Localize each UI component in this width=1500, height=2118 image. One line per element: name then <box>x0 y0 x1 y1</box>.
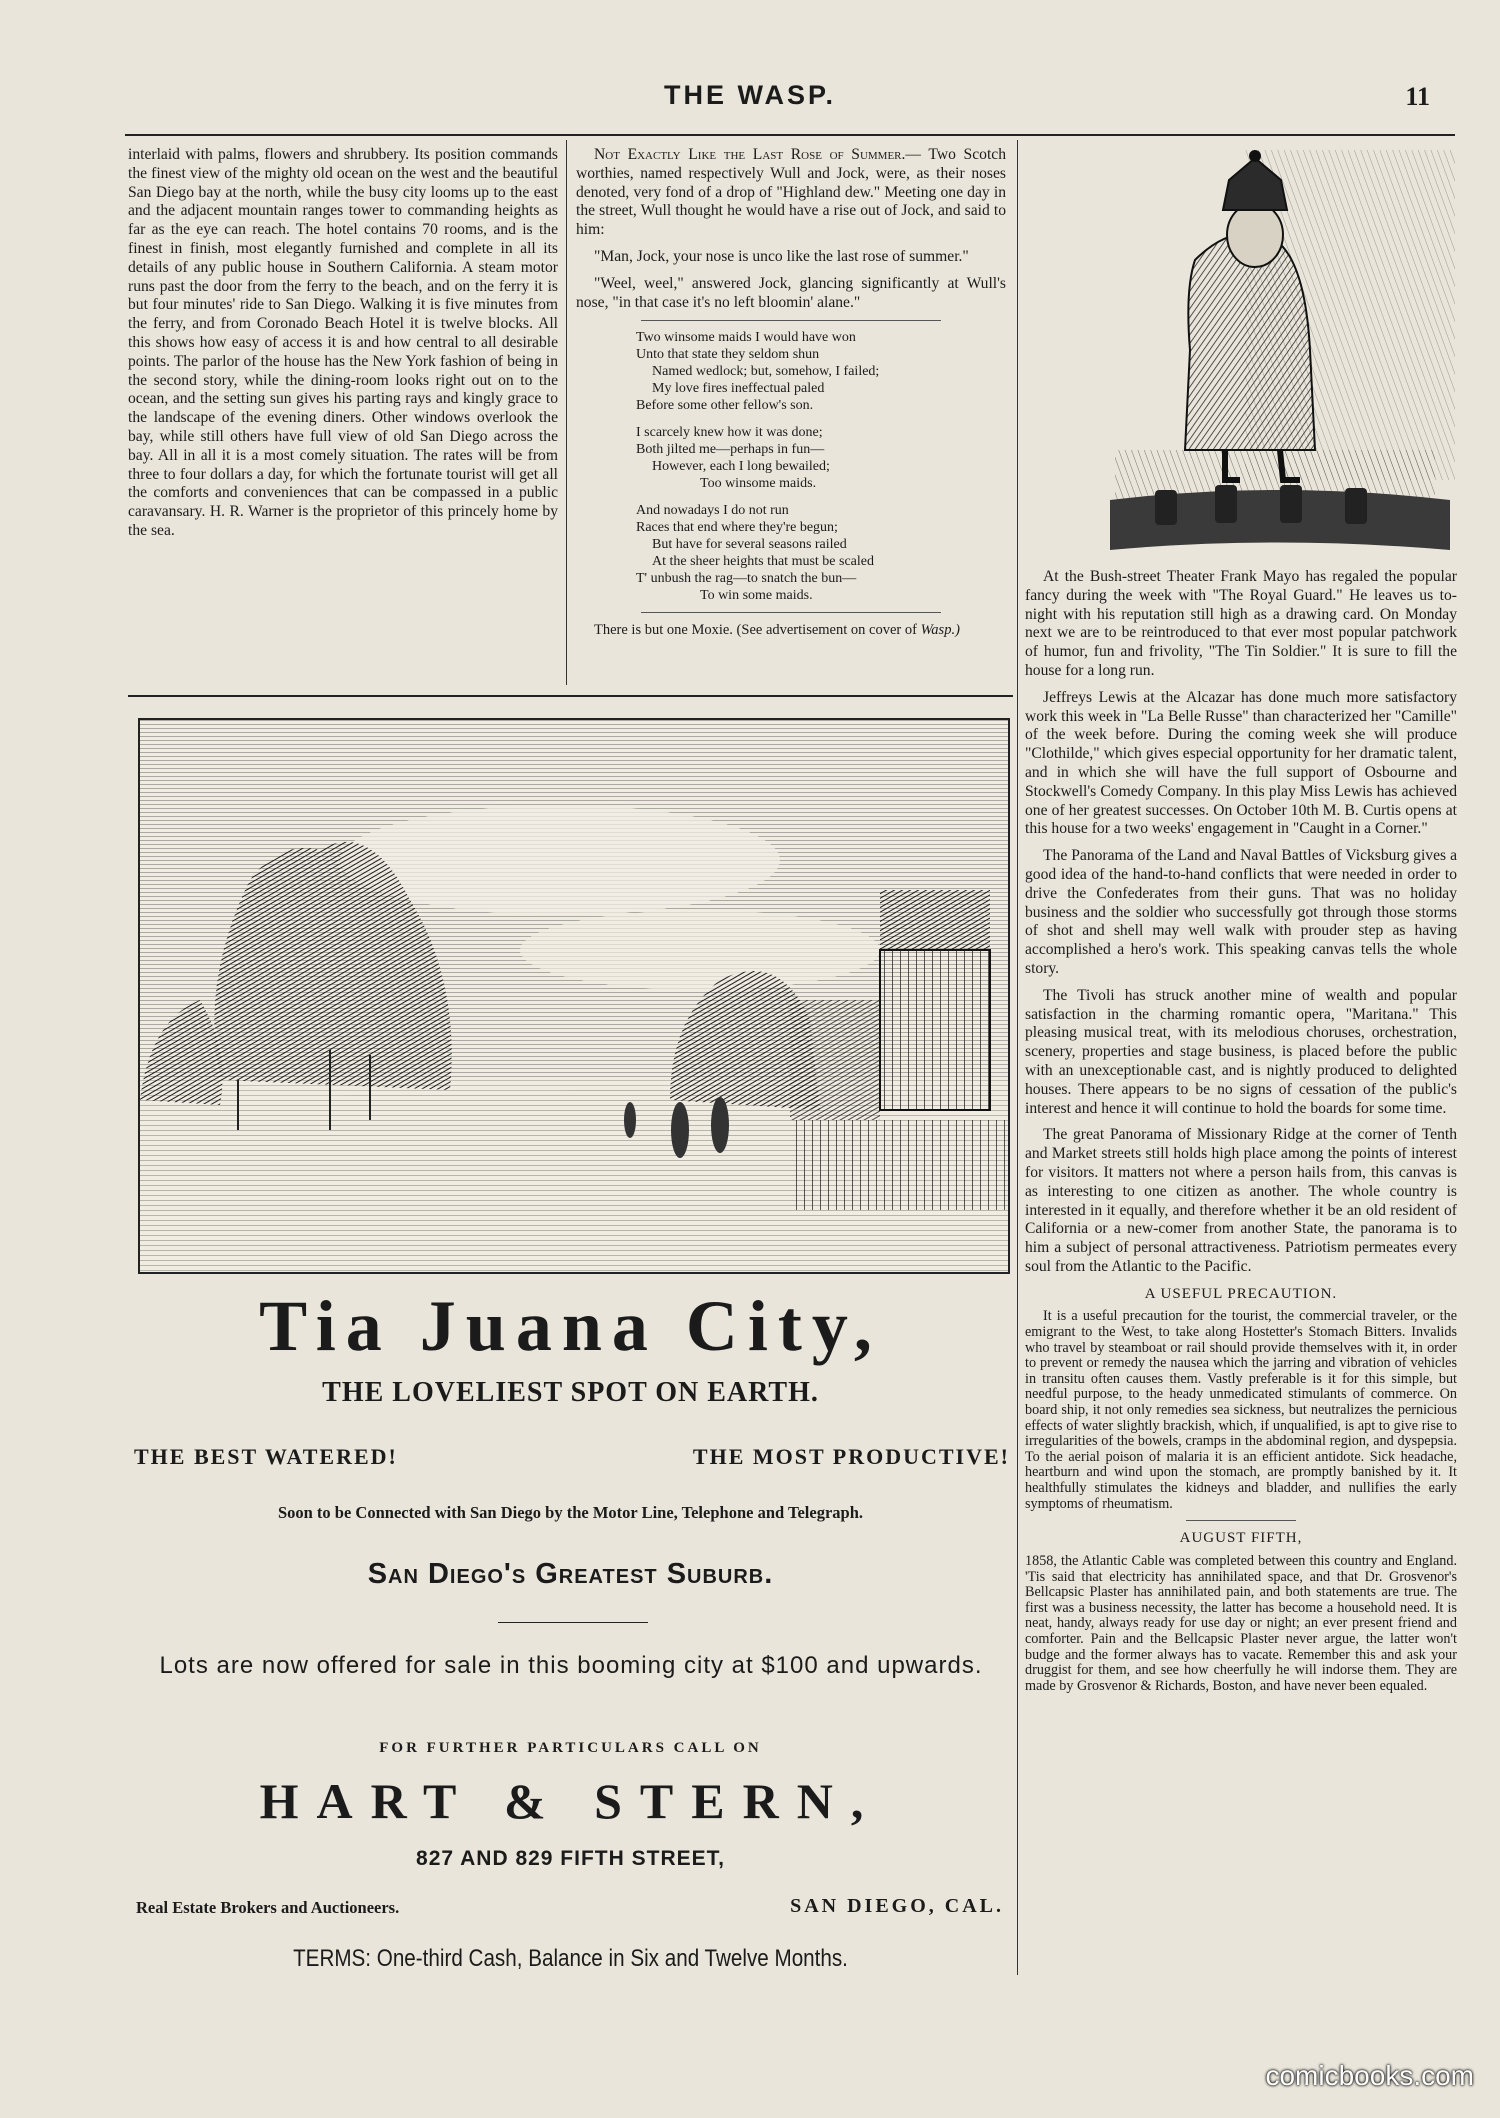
poem-line: Two winsome maids I would have won <box>636 330 856 346</box>
ad-terms: TERMS: One-third Cash, Balance in Six and Twelve Months. <box>293 1945 848 1972</box>
theater-paragraph: The Panorama of the Land and Naval Battles of Vicksburg gives a good idea of the hand-to-hand conflicts that were needed in order to drive the Confederates from their guns. That was no holiday business and the soldier who successfully got through those storms of shot and shell may well walk with prouder step as having accomplished a hero's work. This speaking canvas tells the whole story. <box>1025 847 1457 977</box>
moxie-note: There is but one Moxie. (See advertisement on cover of Wasp.) <box>594 622 960 639</box>
section-rule <box>1186 1520 1296 1521</box>
rose-article-heading: Not Exactly Like the Last Rose of Summer.— <box>594 146 922 163</box>
ad-address: 827 AND 829 FIFTH STREET, <box>416 1847 725 1870</box>
august-fifth-heading: AUGUST FIFTH, <box>1179 1530 1303 1547</box>
poem-line: And nowadays I do not run <box>636 503 789 519</box>
hotel-article <box>128 146 558 549</box>
ad-tagline: THE LOVELIEST SPOT ON EARTH. <box>322 1377 819 1408</box>
ad-lots: Lots are now offered for sale in this booming city at $100 and upwards. <box>159 1652 983 1679</box>
ad-connected: Soon to be Connected with San Diego by the Motor Line, Telephone and Telegraph. <box>277 1503 864 1522</box>
poem-line: However, each I long bewailed; <box>652 459 830 475</box>
useful-precaution-heading: A USEFUL PRECAUTION. <box>1144 1285 1338 1302</box>
theater-paragraph: At the Bush-street Theater Frank Mayo has regaled the popular fancy during the week with "The Royal Guard." He leaves us to-night with his reputation still high as a drawing card. On Monday next we are to be reintroduced to that ever most popular patchwork of humor, fun and frivolity, "The Tin Soldier." It is sure to fill the house for a long run. <box>1025 568 1457 679</box>
poem-line: Before some other fellow's son. <box>636 398 814 414</box>
masthead-title: THE WASP. <box>663 80 837 110</box>
useful-precaution-text: It is a useful precaution for the tourist, the commercial traveler, or the emigrant to the West, to take along Hostetter's Stomach Bitters. Invalids who travel by steamboat or rail should provide themselves with it, in order to prevent or remedy the nausea which the jarring and vibration of vehicles in transitu often causes them. Vastly preferable is it for this simple, but needful purpose, to the heady unmedicated stimulants of commerce. On board ship, it not only remedies sea sickness, but neutralizes the pernicious effects of water slightly brackish, which, if unqualified, is apt to give rise to irregularities of the bowels, cramps in the abdominal region, and dyspepsia. To the aerial poison of malaria it is an efficient antidote. Sick headache, heartburn and wind upon the stomach, are promptly banished by it. It healthfully stimulates the kidneys and bladder, and nullifies the early symptoms of rheumatism. <box>1025 1308 1457 1512</box>
ad-brokers: Real Estate Brokers and Auctioneers. <box>136 1898 400 1917</box>
cartoon-illustration <box>1105 150 1455 560</box>
ad-claim-right: THE MOST PRODUCTIVE! <box>692 1444 1010 1469</box>
ad-suburb: San Diego's Greatest Suburb. <box>367 1558 774 1590</box>
rose-article-p2: "Man, Jock, your nose is unco like the last rose of summer." <box>594 247 969 265</box>
poem-rule <box>641 612 941 613</box>
poem-line: To win some maids. <box>700 588 813 604</box>
watermark: comicbooks.com <box>1265 2060 1474 2091</box>
ad-rule <box>498 1622 648 1623</box>
theater-paragraph: Jeffreys Lewis at the Alcazar has done much more satisfactory work this week in "La Belle Russe" than characterized her "Camille" of the week before. During the coming week she will produce "Clothilde," which gives especial opportunity for her dramatic talent, and in which she will have the full support of Osbourne and Stockwell's Comedy Company. In this play Miss Lewis has achieved one of her greatest successes. On October 10th M. B. Curtis opens at this house for a two weeks' engagement in "Caught in a Corner." <box>1025 688 1457 838</box>
poem-line: I scarcely knew how it was done; <box>636 425 823 441</box>
poem-rule <box>641 320 941 321</box>
ad-particulars: FOR FURTHER PARTICULARS CALL ON <box>379 1740 762 1756</box>
hotel-article-text: interlaid with palms, flowers and shrubbery. Its position commands the finest view of the mighty old ocean on the west and the beautiful San Diego bay at the north, while the busy city looms up to the east and the adjacent mountain ranges tower to commanding heights as far as the eye can reach. The hotel contains 70 rooms, and is the finest in finish, most elegantly furnished and complete in all its details of any public house in Southern California. A steam motor runs past the door from the ferry to the beach, and on the ferry it is but four minutes' ride to San Diego. Walking it is five minutes from the ferry, and from Coronado Beach Hotel it is twelve blocks. All this shows how easy of access it is and how central to all desirable points. The parlor of the house has the New York fashion of being in the second story, while the dining-room looks right out on to the ocean, and the setting sun gives his parting rays and kingly grace to the landscape of the evening diners. Other windows overlook the bay, while still others have full view of old San Diego across the bay. All in all it is a most comely situation. The rates will be from three to four dollars a day, for which the fortunate tourist will get all the comforts and conveniences that can be compassed in a public caravansary. H. R. Warner is the proprietor of this princely home by the sea. <box>128 146 558 539</box>
poem-line: Both jilted me—perhaps in fun— <box>636 442 825 458</box>
poem-line: T' unbush the rag—to snatch the bun— <box>636 571 857 587</box>
poem-line: At the sheer heights that must be scaled <box>652 554 874 570</box>
ad-claim-left: THE BEST WATERED! <box>134 1444 398 1469</box>
poem <box>636 329 1006 604</box>
ad-title: Tia Juana City, <box>259 1286 882 1366</box>
rose-article-p3: "Weel, weel," answered Jock, glancing significantly at Wull's nose, "in that case it's no left bloomin' alane." <box>576 274 1006 311</box>
rose-article-intro: Two Scotch worthies, named respectively Wull and Jock, were, as their noses denoted, very fond of a drop of "Highland dew." Meeting one day in the street, Wull thought he would have a rise out of Jock, and said to him: <box>576 146 1006 239</box>
poem-line: My love fires ineffectual paled <box>652 381 825 397</box>
column-divider <box>1017 140 1018 1975</box>
ad-city: SAN DIEGO, CAL. <box>790 1895 1004 1917</box>
tia-juana-engraving <box>138 718 1010 1274</box>
page-number: 11 <box>1405 82 1430 111</box>
ad-rule <box>128 695 1013 697</box>
theater-paragraph: The Tivoli has struck another mine of wealth and popular satisfaction in the charming romantic opera, "Maritana." This pleasing musical treat, with its melodious choruses, orchestration, scenery, properties and stage business, is placed before the public with an unexceptionable cast, and is nightly produced to delighted houses. There appears to be no signs of cessation of the public's interest and hence it will continue to hold the boards for some time. <box>1025 986 1457 1117</box>
august-fifth-text: 1858, the Atlantic Cable was completed between this country and England. 'Tis said that electricity has annihilated space, and that Dr. Grosvenor's Bellcapsic Plaster has annihilated pain, and both statements are true. The first was a business necessity, the latter has become a household need. It is neat, handy, always ready for use day or night; an ever present friend and comforter. Pain and the Bellcapsic Plaster never argue, the latter won't budge and the former always has to vacate. Remember this and ask your druggist for them, and see how cheerfully he will indorse them. They are made by Grosvenor & Richards, Boston, and have never been equaled. <box>1025 1553 1457 1694</box>
poem-line: Too winsome maids. <box>700 476 817 492</box>
poem-line: Races that end where they're begun; <box>636 520 838 536</box>
poem-line: But have for several seasons railed <box>652 537 847 553</box>
theater-news <box>1025 568 1457 1702</box>
ad-firm: HART & STERN, <box>259 1773 882 1829</box>
header-rule <box>125 134 1455 136</box>
poem-line: Named wedlock; but, somehow, I failed; <box>652 364 880 380</box>
poem-line: Unto that state they seldom shun <box>636 347 820 363</box>
rose-article <box>576 146 1006 648</box>
theater-paragraph: The great Panorama of Missionary Ridge at the corner of Tenth and Market streets still holds high place among the points of interest for visitors. It matters not where a person hails from, this canvas is as interesting to one citizen as another. The whole country is interested in it equally, and therefore whether it be an old resident of California or a new-comer from another State, the panorama is to him a subject of personal attractiveness. Patriotism permeates every soul from the Atlantic to the Pacific. <box>1025 1126 1457 1275</box>
column-divider <box>566 140 567 685</box>
